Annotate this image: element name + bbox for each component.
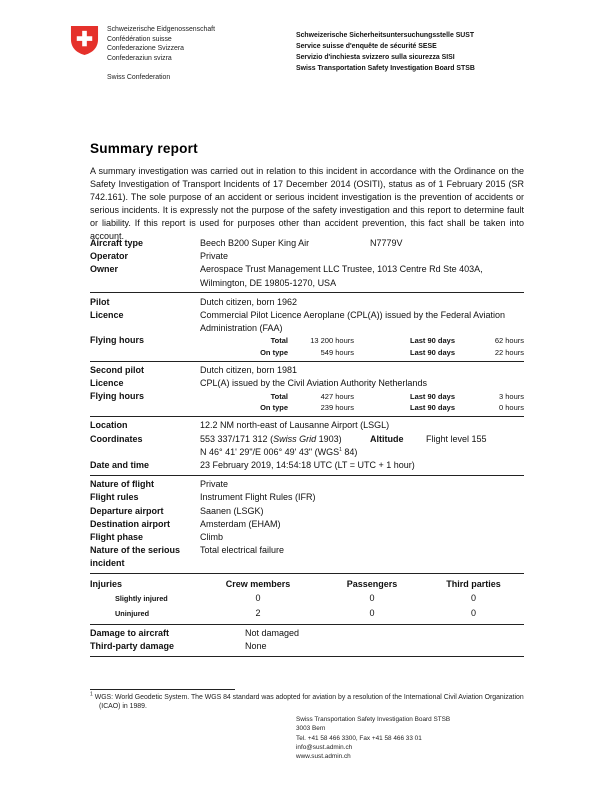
hours-value: 22 hours [494,347,524,357]
field-value: 23 February 2019, 14:54:18 UTC (LT = UTC + 1 hour) [200,460,415,471]
field-label: Third-party damage [90,641,175,652]
field-value: Private [200,479,229,490]
row-operator [90,250,524,263]
footer-phone-fax: Tel. +41 58 466 3300, Fax +41 58 466 33 01 [296,734,422,742]
footer-city: 3003 Bern [296,725,326,733]
field-label: Coordinates [90,433,143,444]
row-second-pilot-hours-type [90,402,524,413]
row-serious-incident [90,544,524,570]
injury-row-label: Slightly injured [115,594,168,604]
row-location [90,419,524,432]
field-value: Total electrical failure [200,545,285,556]
confederation-line-fr: Confédération suisse [107,35,172,43]
crew-count: 0 [255,593,261,604]
row-nature-of-flight [90,478,524,491]
section-divider [90,656,524,657]
aircraft-registration: N7779V [370,238,403,248]
row-flight-rules [90,491,524,504]
hours-key: On type [260,347,288,357]
row-aircraft-type [90,237,524,250]
section-divider [90,573,524,574]
altitude-value: Flight level 155 [426,433,487,444]
field-label: Nature of flight [90,479,154,490]
field-value: Dutch citizen, born 1981 [200,365,298,376]
crew-count: 2 [255,608,261,619]
hours-value: 239 hours [320,403,354,413]
passengers-header: Passengers [346,578,398,589]
hours-value: 3 hours [498,391,524,401]
field-value: CPL(A) issued by the Civil Aviation Authority Netherlands [200,378,427,389]
hours-key: Last 90 days [410,391,456,401]
passenger-count: 0 [369,593,375,604]
footer-website: www.sust.admin.ch [296,753,351,761]
section-divider [90,475,524,476]
hours-key: Last 90 days [410,336,456,346]
field-label: Date and time [90,460,150,471]
field-value [200,237,524,250]
third-parties-header: Third parties [446,578,501,589]
org-line-fr: Service suisse d'enquête de sécurité SESE [296,42,437,50]
row-departure-airport [90,505,524,518]
section-divider [90,416,524,417]
field-value [200,433,524,459]
field-label: Pilot [90,296,110,307]
field-label: Owner [90,264,119,275]
org-line-de: Schweizerische Sicherheitsuntersuchungsstelle SUST [296,32,475,39]
field-value: Saanen (LSGK) [200,505,264,516]
field-value: Commercial Pilot Licence Aeroplane (CPL(A)) issued by the Federal Aviation Administration (FAA) [200,310,505,334]
hours-value: 427 hours [320,391,354,401]
row-pilot-hours-total [90,335,524,346]
injuries-header-row [90,577,524,592]
row-owner [90,263,524,289]
field-value: Instrument Flight Rules (IFR) [200,492,316,503]
footer-org-name: Swiss Transportation Safety Investigation Board STSB [296,716,451,723]
field-value: 12.2 NM north-east of Lausanne Airport (LSGL) [200,420,390,431]
passenger-count: 0 [369,608,375,619]
injuries-row-slightly-injured [90,591,524,606]
footer-email: info@sust.admin.ch [296,743,353,751]
third-party-count: 0 [470,608,476,619]
row-second-pilot-licence [90,377,524,390]
coordinates-line-wgs: N 46° 41' 29"/E 006° 49' 43" (WGS$^1$ 84) [200,446,358,457]
field-label: Flight phase [90,532,144,543]
row-coordinates [90,433,524,459]
confederation-line-en: Swiss Confederation [107,73,171,81]
footer-address-block [296,715,450,761]
swiss-grid-italic: Swiss Grid [273,433,317,444]
confederation-line-it: Confederazione Svizzera [107,45,184,53]
report-table [90,237,524,660]
field-value: Dutch citizen, born 1962 [200,296,298,307]
row-second-pilot-hours-total [90,391,524,402]
field-value: Not damaged [245,628,300,639]
row-third-party-damage [90,640,524,653]
hours-key: Total [270,391,288,401]
section-divider [90,361,524,362]
org-line-en: Swiss Transportation Safety Investigation Board STSB [296,64,475,72]
section-divider [90,624,524,625]
field-label: Location [90,420,128,431]
swiss-confederation-logo [70,25,215,83]
coordinates-line-grid [200,433,524,446]
field-value: Climb [200,532,224,543]
hours-value: 549 hours [320,347,354,357]
footnote-marker: 1 [90,691,93,698]
field-label: Flying hours [90,390,144,401]
footnote [90,693,545,712]
row-pilot-licence [90,309,524,335]
third-party-count: 0 [470,593,476,604]
hours-key: Last 90 days [410,347,456,357]
field-label: Destination airport [90,518,171,529]
field-label: Departure airport [90,505,164,516]
intro-paragraph: A summary investigation was carried out in relation to this incident in accordance with the Ordinance on the Safety Investigation of Transport Incidents of 17 December 2014 (OSITI), status as of 1 February 2015 (SR 742.161). The sole purpose of an accident or serious incident investigation is the prevention of accidents or serious incidents. It is expressly not the purpose of the safety investigation and this report to determine fault or liability. If this report is used for purposes other than accident prevention, this fact shall be taken into account. [90,166,524,241]
wgs-footnote-marker: 1 [339,446,342,453]
footnote-text: WGS: World Geodetic System. The WGS 84 standard was adopted for aviation by a resolution of the International Civil Aviation Organization (ICAO) in 1989. [92,694,524,711]
field-value: None [245,641,267,652]
field-label: Flying hours [90,335,144,346]
field-label: Flight rules [90,492,139,503]
row-destination-airport [90,518,524,531]
field-label: Operator [90,251,129,262]
field-label: Licence [90,310,124,321]
org-line-it: Servizio d'inchiesta svizzero sulla sicurezza SISI [296,53,455,61]
section-divider [90,292,524,293]
hours-key: Last 90 days [410,403,456,413]
confederation-names [107,25,215,83]
hours-key: On type [260,403,288,413]
row-date-time [90,459,524,472]
hours-value: 0 hours [498,403,524,413]
footnote-divider [90,689,235,690]
hours-value: 62 hours [494,336,524,346]
row-flight-phase [90,531,524,544]
coordinates-swiss-grid: 553 337/171 312 (Swiss Grid 1903) [200,433,342,444]
field-label: Second pilot [90,365,144,376]
injuries-row-uninjured [90,606,524,621]
field-label: Damage to aircraft [90,628,170,639]
injuries-header: Injuries [90,578,123,589]
injury-row-label: Uninjured [115,609,150,619]
field-value: Private [200,251,229,262]
field-value: Aerospace Trust Management LLC Trustee, 1013 Centre Rd Ste 403A, Wilmington, DE 19805-1270, USA [200,264,483,288]
row-pilot-hours-type [90,347,524,358]
row-damage-to-aircraft [90,627,524,640]
row-pilot [90,296,524,309]
organization-names [296,31,475,75]
crew-members-header: Crew members [225,578,291,589]
swiss-coat-of-arms-icon [70,25,99,56]
field-value: Amsterdam (EHAM) [200,518,281,529]
altitude-label: Altitude [370,433,404,444]
hours-value: 13 200 hours [310,336,354,346]
confederation-line-de: Schweizerische Eidgenossenschaft [107,26,216,33]
page-title: Summary report [90,141,198,156]
confederation-line-rm: Confederaziun svizra [107,55,172,63]
hours-key: Total [270,336,288,346]
field-label: Nature of the serious incident [90,545,181,569]
row-second-pilot [90,364,524,377]
aircraft-type-value: Beech B200 Super King Air [200,238,310,248]
field-label: Aircraft type [90,238,144,248]
field-label: Licence [90,378,124,389]
